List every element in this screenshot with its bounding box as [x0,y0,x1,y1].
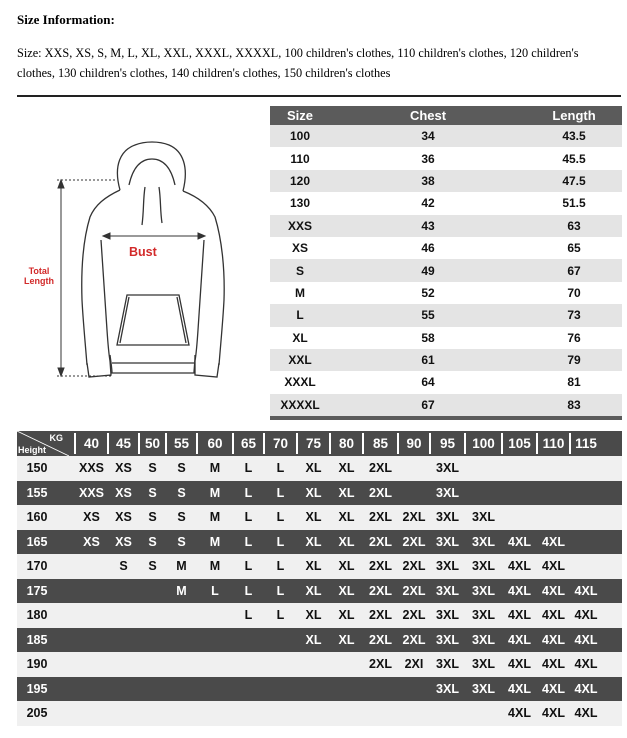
size-grid-cell: XL [338,632,355,647]
size-cell: XL [292,330,308,345]
size-grid-cell: L [276,485,285,500]
length-cell: 81 [567,375,581,390]
grid-corner [17,431,69,456]
size-chart-row [270,125,622,147]
size-grid-cell: L [276,534,285,549]
chest-header: Chest [409,108,447,123]
weight-header-cell: 45 [115,436,132,451]
size-cell: 110 [290,151,310,166]
size-grid-cell: 2XL [369,657,392,672]
size-grid-cell: 3XL [436,510,459,525]
size-grid-cell: L [244,559,253,574]
size-grid-cell: 4XL [508,632,531,647]
size-cell: 130 [289,196,311,211]
size-grid-cell: L [244,485,253,500]
size-chart-header [270,106,622,125]
chest-cell: 43 [421,218,435,233]
size-grid-cell: 4XL [574,608,598,623]
size-grid-cell: S [177,461,186,476]
size-grid-cell: M [209,510,221,525]
height-cell: 195 [26,681,48,696]
length-header: Length [552,108,596,123]
length-cell: 67 [567,263,581,278]
size-header: Size [286,108,313,123]
divider [17,95,621,97]
size-grid-cell: 4XL [542,534,565,549]
weight-header-cell: 50 [144,436,161,451]
size-grid-cell: M [176,559,187,574]
size-grid-cell: 4XL [508,559,531,574]
size-grid-cell: XS [115,461,132,476]
size-grid-cell: XL [338,608,355,623]
height-cell: 155 [26,485,48,500]
size-grid-cell: XS [115,534,132,549]
size-chart-row [270,349,622,371]
size-grid-cell: 4XL [542,632,565,647]
size-cell: XXXL [284,375,316,390]
weight-header-cell: 80 [338,436,355,451]
size-cell: 120 [289,173,311,188]
size-grid-cell: XL [305,632,322,647]
size-grid-cell: 2XL [369,559,392,574]
size-grid-cell: M [209,461,221,476]
height-cell: 185 [26,632,48,647]
size-grid-cell: 2XL [402,583,426,598]
chest-cell: 58 [421,330,435,345]
size-grid-cell: 3XL [472,632,495,647]
size-grid-cell: 4XL [542,583,565,598]
grid-row [17,456,622,481]
chest-cell: 38 [421,173,435,188]
size-grid-cell: 2XI [404,657,424,672]
bust-label: Bust [129,245,157,259]
height-cell: 190 [26,657,48,672]
size-grid-cell: S [148,559,157,574]
weight-header-cell: 95 [439,436,456,451]
length-cell: 43.5 [562,129,586,144]
size-grid-cell: 4XL [542,559,565,574]
size-cell: XXXXL [280,397,320,412]
length-cell: 51.5 [562,196,586,211]
chest-cell: 42 [421,196,435,211]
size-grid-cell: 3XL [436,681,459,696]
size-grid-cell: L [276,461,285,476]
grid-row [17,677,622,702]
length-cell: 63 [567,218,581,233]
size-grid-cell: 4XL [542,681,565,696]
size-grid-cell: L [276,583,285,598]
size-grid-cell: 3XL [436,485,459,500]
size-grid-cell: XL [338,510,355,525]
weight-header-cell: 65 [240,436,257,451]
height-cell: 160 [26,510,48,525]
size-cell: L [296,308,304,323]
weight-header-cell: 70 [272,436,289,451]
size-grid-cell: XS [115,510,132,525]
size-grid-cell: 3XL [472,583,495,598]
grid-row [17,481,622,506]
size-chart-row [270,371,622,393]
size-grid-cell: L [244,461,253,476]
grid-header [17,431,622,456]
size-grid-cell: XL [305,559,322,574]
size-grid-cell: 2XL [369,583,392,598]
size-cell: M [295,285,305,300]
size-grid-cell: M [176,583,187,598]
size-grid-cell: 2XL [369,632,392,647]
size-grid-cell: 3XL [472,681,495,696]
grid-row [17,603,622,628]
size-grid-cell: L [244,608,253,623]
grid-row [17,701,622,726]
size-grid-cell: 3XL [436,461,459,476]
page-heading: Size Information: [17,12,115,27]
size-grid-cell: 3XL [436,583,459,598]
chest-cell: 67 [421,397,435,412]
size-grid-cell: XS [115,485,132,500]
size-chart-row [270,282,622,304]
grid-row [17,628,622,653]
size-grid-cell: XL [338,583,355,598]
size-grid-cell: XL [338,559,355,574]
size-grid-cell: XL [305,608,322,623]
size-cell: XXL [288,353,312,368]
size-chart-row [270,237,622,259]
size-grid-cell: 3XL [436,632,459,647]
weight-header-cell: 90 [406,436,422,451]
size-chart [270,106,622,420]
chest-cell: 52 [421,285,435,300]
size-grid-cell: 2XL [369,510,392,525]
size-grid-cell: XL [338,485,355,500]
size-grid-cell: 4XL [542,608,565,623]
size-cell: XXS [287,218,312,233]
size-grid-cell: 3XL [436,534,459,549]
height-cell: 150 [26,461,48,476]
size-grid-cell: XXS [78,485,104,500]
height-cell: 175 [26,583,48,598]
size-grid-cell: XS [83,534,100,549]
size-grid-cell: S [177,485,186,500]
size-grid-cell: 2XL [369,534,392,549]
height-cell: 170 [26,559,48,574]
size-grid-cell: 2XL [402,510,426,525]
weight-height-grid [17,431,622,726]
size-grid-cell: 3XL [436,608,459,623]
size-grid-cell: S [148,510,157,525]
grid-row [17,579,622,604]
size-grid-cell: 4XL [508,608,531,623]
size-grid-cell: 4XL [508,657,531,672]
size-grid-cell: 2XL [402,608,426,623]
weight-header-cell: 55 [173,436,190,451]
size-chart-row [270,394,622,416]
size-grid-cell: XL [305,510,322,525]
length-cell: 45.5 [562,151,586,166]
size-grid-cell: L [276,608,285,623]
total-length-label: Total Length [24,266,54,286]
size-chart-row [270,192,622,214]
length-cell: 47.5 [562,173,586,188]
weight-header-cell: 40 [83,436,100,451]
chest-cell: 61 [421,353,435,368]
size-grid-cell: 4XL [508,706,531,721]
weight-header-cell: 75 [305,436,322,451]
size-grid-cell: XL [305,485,322,500]
size-grid-cell: S [148,485,157,500]
weight-header-cell: 60 [207,436,223,451]
size-grid-cell: 4XL [574,681,598,696]
size-grid-cell: 4XL [574,657,598,672]
chest-cell: 34 [421,129,435,144]
size-grid-cell: 4XL [508,583,531,598]
chest-cell: 36 [421,151,435,166]
size-grid-cell: S [177,510,186,525]
chest-cell: 46 [421,241,435,256]
chest-cell: 64 [421,375,435,390]
size-cell: S [295,263,304,278]
weight-header-cell: 115 [575,436,597,451]
size-grid-cell: 3XL [472,657,495,672]
length-cell: 70 [567,285,581,300]
size-grid-cell: 3XL [436,657,459,672]
size-grid-cell: L [244,583,253,598]
size-grid-cell: L [276,559,285,574]
size-grid-cell: S [119,559,128,574]
size-grid-cell: XS [83,510,100,525]
size-description: Size: XXS, XS, S, M, L, XL, XXL, XXXL, XXXXL, 100 children's clothes, 110 children's clothes, 120 children's clothes, 130 children's clothes, 140 children's clothes, 150 children's clothes [17,46,579,80]
size-grid-cell: 4XL [542,706,565,721]
height-cell: 165 [26,534,48,549]
size-chart-footer-bar [270,416,622,420]
size-grid-cell: 2XL [402,559,426,574]
size-chart-row [270,170,622,192]
size-grid-cell: S [148,461,157,476]
grid-row [17,554,622,579]
size-grid-cell: L [244,510,253,525]
length-cell: 79 [567,353,581,368]
weight-header-cell: 110 [542,436,565,451]
size-grid-cell: XL [305,534,322,549]
size-grid-cell: 4XL [508,534,531,549]
weight-header-cell: 100 [472,436,495,451]
length-cell: 83 [567,397,581,412]
size-grid-cell: 2XL [402,632,426,647]
size-grid-cell: XL [305,461,322,476]
height-label: Height [18,445,46,455]
size-grid-cell: M [209,534,221,549]
size-grid-cell: 3XL [472,534,495,549]
size-grid-cell: M [209,485,221,500]
size-grid-cell: L [211,583,219,598]
chest-cell: 55 [421,308,435,323]
size-cell: 100 [289,129,311,144]
weight-header-cell: 105 [508,436,531,451]
size-chart-row [270,259,622,281]
size-grid-cell: L [244,534,253,549]
size-chart-row [270,215,622,237]
size-grid-cell: S [177,534,186,549]
grid-row [17,652,622,677]
size-chart-row [270,327,622,349]
size-grid-cell: 2XL [402,534,426,549]
length-cell: 65 [567,241,581,256]
size-grid-cell: 4XL [508,681,531,696]
size-grid-cell: XXS [78,461,104,476]
size-grid-cell: 3XL [472,608,495,623]
kg-label: KG [49,433,63,443]
grid-row [17,505,622,530]
height-cell: 180 [26,608,48,623]
size-grid-cell: 3XL [472,510,495,525]
size-grid-cell: XL [338,534,355,549]
size-grid-cell: 2XL [369,608,392,623]
size-grid-cell: XL [338,461,355,476]
hoodie-icon [17,105,270,425]
size-grid-cell: S [148,534,157,549]
size-grid-cell: 3XL [472,559,495,574]
hoodie-illustration [17,105,270,425]
size-chart-row [270,147,622,169]
length-cell: 76 [567,330,581,345]
size-grid-cell: 4XL [574,583,598,598]
size-cell: XS [291,241,308,256]
length-cell: 73 [567,308,581,323]
size-grid-cell: 4XL [542,657,565,672]
chest-cell: 49 [421,263,435,278]
size-grid-cell: 2XL [369,485,392,500]
size-chart-row [270,304,622,326]
size-grid-cell: 3XL [436,559,459,574]
size-grid-cell: 4XL [574,706,598,721]
size-grid-cell: XL [305,583,322,598]
grid-row [17,530,622,555]
size-grid-cell: L [276,510,285,525]
size-grid-cell: 2XL [369,461,392,476]
size-grid-cell: 4XL [574,632,598,647]
size-grid-cell: M [209,559,221,574]
height-cell: 205 [26,706,48,721]
weight-header-cell: 85 [372,436,389,451]
